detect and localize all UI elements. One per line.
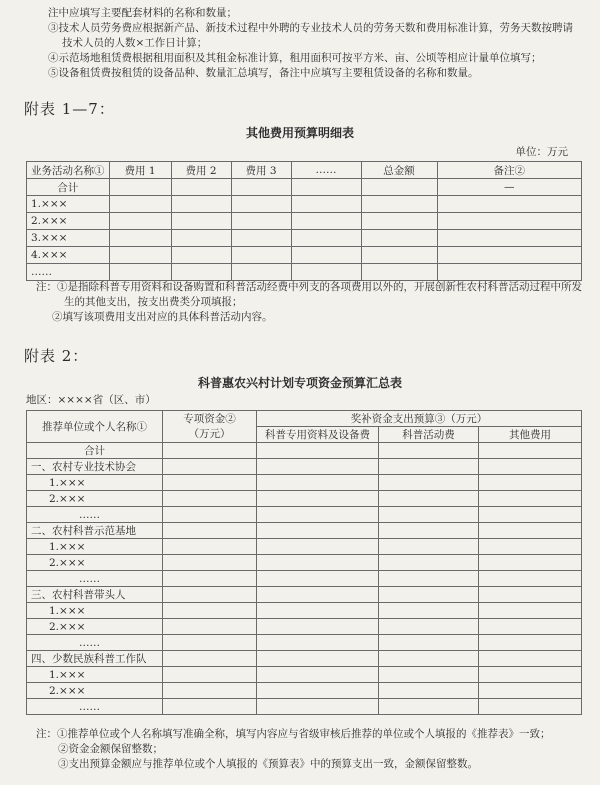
subheader-cell: 科普专用资料及设备费	[257, 427, 379, 443]
table-row	[27, 555, 582, 571]
table-cell: 合计	[27, 179, 110, 196]
table-cell	[379, 603, 479, 619]
table-row	[27, 667, 582, 683]
table-cell	[163, 555, 257, 571]
table-row	[27, 699, 582, 715]
row-label-cell: 1.×××	[27, 603, 163, 619]
table-cell	[163, 507, 257, 523]
table-cell	[379, 523, 479, 539]
table-cell	[163, 651, 257, 667]
row-label-cell: ……	[27, 507, 163, 523]
table-cell	[479, 459, 582, 475]
appendix1-header-cell: 业务活动名称①	[27, 162, 110, 179]
table-cell	[257, 555, 379, 571]
row-label-cell: ……	[27, 699, 163, 715]
header-budget-cell: 奖补资金支出预算③（万元）	[257, 411, 582, 427]
appendix2-table	[26, 410, 582, 715]
table-cell	[163, 699, 257, 715]
row-label-cell: 一、农村专业技术协会	[27, 459, 163, 475]
table-cell	[479, 651, 582, 667]
table-row	[27, 491, 582, 507]
table-cell: 1.×××	[27, 196, 110, 213]
subheader-cell: 其他费用	[479, 427, 582, 443]
table-cell	[479, 507, 582, 523]
table-row	[27, 539, 582, 555]
appendix1-note-1: 生的其他支出，按支出费类分项填报；	[64, 296, 243, 308]
header-fund-label: 专项资金②	[183, 412, 236, 425]
table-cell: 3.×××	[27, 230, 110, 247]
appendix1-table	[26, 161, 582, 281]
table-cell	[257, 443, 379, 459]
table-cell	[379, 635, 479, 651]
table-row	[27, 179, 582, 196]
table-cell	[479, 555, 582, 571]
table-cell	[379, 683, 479, 699]
table-cell	[379, 555, 479, 571]
table-cell: —	[437, 179, 582, 196]
header-fund-cell	[163, 411, 257, 443]
row-label-cell: 合计	[27, 443, 163, 459]
table-cell	[479, 491, 582, 507]
table-cell	[379, 539, 479, 555]
table-row	[27, 587, 582, 603]
table-cell	[379, 619, 479, 635]
appendix1-header-cell: 费用 2	[171, 162, 231, 179]
table-row	[27, 264, 582, 281]
table-cell	[257, 619, 379, 635]
appendix1-note-2: ②填写该项费用支出对应的具体科普活动内容。	[52, 311, 273, 323]
table-cell	[379, 443, 479, 459]
table-cell	[257, 635, 379, 651]
table-row	[27, 443, 582, 459]
table-row	[27, 230, 582, 247]
table-cell	[379, 667, 479, 683]
table-cell	[163, 539, 257, 555]
table-row	[27, 651, 582, 667]
table-cell	[479, 571, 582, 587]
appendix1-label: 附表 1—7：	[24, 100, 115, 118]
table-cell	[479, 523, 582, 539]
table-cell	[257, 523, 379, 539]
row-label-cell: 2.×××	[27, 619, 163, 635]
table-cell	[379, 491, 479, 507]
table-cell	[163, 683, 257, 699]
table-cell	[257, 507, 379, 523]
table-cell	[257, 651, 379, 667]
table-cell	[479, 619, 582, 635]
table-cell	[257, 491, 379, 507]
table-cell	[163, 603, 257, 619]
table-row	[27, 507, 582, 523]
table-cell	[163, 571, 257, 587]
header-name-cell: 推荐单位或个人名称①	[27, 411, 163, 443]
table-cell	[163, 475, 257, 491]
appendix1-header-cell: 备注②	[437, 162, 582, 179]
table-cell	[479, 443, 582, 459]
table-cell: ……	[27, 264, 110, 281]
appendix2-note-1: ②资金金额保留整数；	[58, 743, 163, 755]
table-cell	[379, 459, 479, 475]
table-row	[27, 196, 582, 213]
table-cell	[257, 475, 379, 491]
table-cell	[257, 683, 379, 699]
table-cell	[163, 443, 257, 459]
table-row	[27, 635, 582, 651]
row-label-cell: 三、农村科普带头人	[27, 587, 163, 603]
table-cell	[479, 699, 582, 715]
table-row	[27, 603, 582, 619]
table-cell	[379, 651, 479, 667]
top-note-4: ⑤设备租赁费按租赁的设备品种、数量汇总填写，备注中应填写主要租赁设备的名称和数量。	[48, 67, 479, 79]
table-row	[27, 683, 582, 699]
table-cell	[361, 179, 437, 196]
table-cell	[379, 571, 479, 587]
table-cell	[479, 587, 582, 603]
table-cell	[257, 699, 379, 715]
appendix1-header-cell: 费用 3	[231, 162, 291, 179]
table-cell	[379, 587, 479, 603]
table-cell: 4.×××	[27, 247, 110, 264]
appendix2-header-row	[27, 411, 582, 427]
table-cell	[379, 507, 479, 523]
table-row	[27, 571, 582, 587]
table-cell	[163, 491, 257, 507]
table-cell	[479, 603, 582, 619]
table-row	[27, 213, 582, 230]
row-label-cell: 1.×××	[27, 475, 163, 491]
row-label-cell: 四、少数民族科普工作队	[27, 651, 163, 667]
table-cell	[479, 539, 582, 555]
appendix1-header-cell: 费用 1	[109, 162, 171, 179]
table-row	[27, 523, 582, 539]
table-row	[27, 247, 582, 264]
appendix2-note-0: 注：①推荐单位或个人名称填写准确全称，填写内容应与省级审核后推荐的单位或个人填报的《推荐表》一致；	[36, 728, 551, 740]
table-cell	[257, 667, 379, 683]
table-row	[27, 459, 582, 475]
table-row	[27, 619, 582, 635]
table-cell	[479, 667, 582, 683]
row-label-cell: 1.×××	[27, 539, 163, 555]
region-line: 地区：××××省（区、市）	[26, 394, 156, 406]
top-note-1: ③技术人员劳务费应根据新产品、新技术过程中外聘的专业技术人员的劳务天数和费用标准计算，劳务天数按聘请	[48, 22, 573, 34]
appendix1-title: 其他费用预算明细表	[245, 126, 354, 140]
header-fund-unit: （万元）	[188, 427, 231, 440]
row-label-cell: ……	[27, 635, 163, 651]
table-cell	[231, 179, 291, 196]
appendix1-header-row	[27, 162, 582, 179]
top-note-2: 技术人员的人数×工作日计算；	[62, 37, 208, 49]
table-cell	[479, 683, 582, 699]
top-note-0: 注中应填写主要配套材料的名称和数量；	[48, 7, 237, 19]
appendix2-title: 科普惠农兴村计划专项资金预算汇总表	[197, 376, 402, 390]
appendix2-note-2: ③支出预算金额应与推荐单位或个人填报的《预算表》中的预算支出一致，金额保留整数。	[58, 758, 478, 770]
row-label-cell: 1.×××	[27, 667, 163, 683]
subheader-cell: 科普活动费	[379, 427, 479, 443]
table-cell	[163, 619, 257, 635]
table-cell	[109, 179, 171, 196]
appendix2-label: 附表 2：	[24, 347, 89, 365]
row-label-cell: 2.×××	[27, 491, 163, 507]
table-cell	[379, 475, 479, 491]
row-label-cell: 二、农村科普示范基地	[27, 523, 163, 539]
table-cell: 2.×××	[27, 213, 110, 230]
top-note-3: ④示范场地租赁费根据租用面积及其租金标准计算，租用面积可按平方米、亩、公顷等相应计量单位填写；	[48, 52, 542, 64]
appendix1-note-0: 注：①是指除科普专用资料和设备购置和科普活动经费中列支的各项费用以外的，开展创新性农村科普活动过程中所发	[36, 281, 582, 293]
table-cell	[291, 179, 361, 196]
table-cell	[163, 459, 257, 475]
table-cell	[257, 539, 379, 555]
table-cell	[163, 523, 257, 539]
appendix1-header-cell: 总金额	[361, 162, 437, 179]
table-cell	[257, 571, 379, 587]
table-cell	[163, 587, 257, 603]
row-label-cell: 2.×××	[27, 555, 163, 571]
table-cell	[479, 475, 582, 491]
table-cell	[257, 603, 379, 619]
table-cell	[479, 635, 582, 651]
appendix1-unit: 单位：万元	[515, 146, 568, 158]
row-label-cell: 2.×××	[27, 683, 163, 699]
appendix2-body	[27, 443, 582, 715]
appendix1-header-cell: ……	[291, 162, 361, 179]
row-label-cell: ……	[27, 571, 163, 587]
table-cell	[257, 587, 379, 603]
table-cell	[257, 459, 379, 475]
table-cell	[171, 179, 231, 196]
table-row	[27, 475, 582, 491]
table-cell	[163, 635, 257, 651]
table-cell	[379, 699, 479, 715]
table-cell	[163, 667, 257, 683]
